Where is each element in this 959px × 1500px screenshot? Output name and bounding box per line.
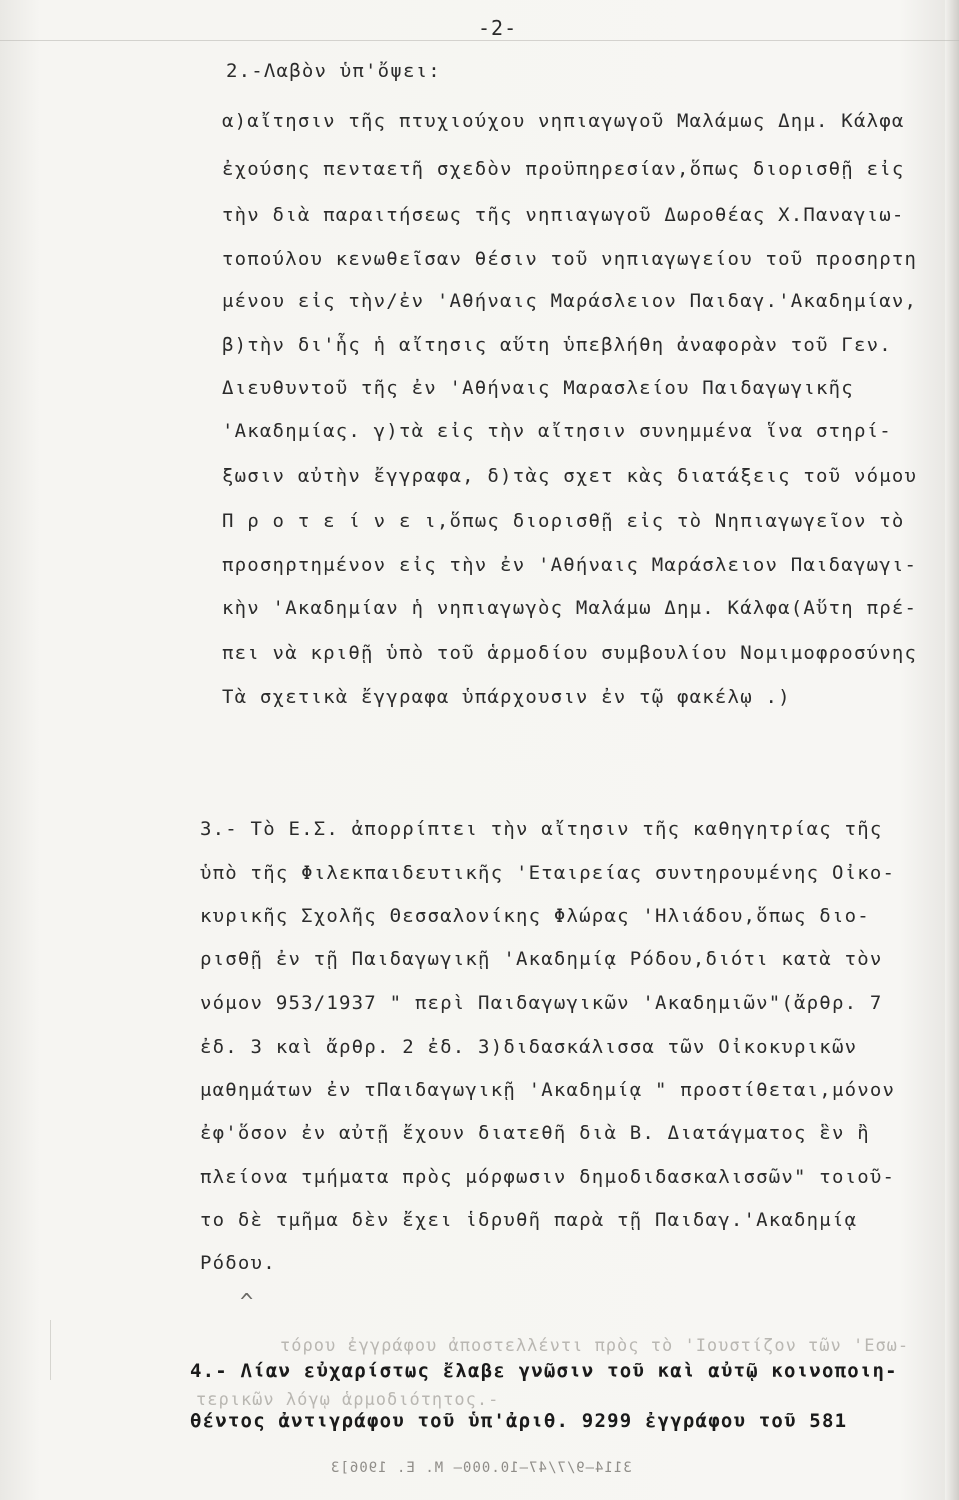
text-line: ἐδ. 3 καὶ ἄρθρ. 2 ἐδ. 3)διδασκάλισσα τῶν Οἰκοκυρικῶν — [200, 1036, 858, 1058]
text-line: Ρόδου. — [200, 1252, 276, 1274]
text-line: ξωσιν αὐτὴν ἔγγραφα, δ)τὰς σχετ κὰς διατάξεις τοῦ νόμου — [222, 465, 918, 487]
text-line: ἐφ'ὅσον ἐν αὐτῇ ἔχουν διατεθῆ διὰ Β. Διατάγματος ἓν ἢ — [200, 1122, 870, 1144]
text-line: μαθημάτων ἐν τΠαιδαγωγικῇ 'Ακαδημίᾳ " προστίθεται,μόνον — [200, 1079, 896, 1101]
text-line: Τὰ σχετικὰ ἔγγραφα ὑπάρχουσιν ἐν τῷ φακέλῳ .) — [222, 686, 791, 708]
text-line: Π ρ ο τ ε ί ν ε ι,ὅπως διορισθῇ εἰς τὸ Νηπιαγωγεῖον τὸ — [222, 510, 905, 532]
text-line: πλείονα τμήματα πρὸς μόρφωσιν δημοδιδασκαλισσῶν" τοιοῦ- — [200, 1166, 896, 1188]
footer-print-stamp: 3114—9/7/47—10.000— Μ. Ε. 1906]3 — [330, 1460, 632, 1476]
text-line: κυρικῆς Σχολῆς Θεσσαλονίκης Φλώρας 'Ηλιάδου,ὅπως διο- — [200, 905, 870, 927]
text-line: προσηρτημένον εἰς τὴν ἐν 'Αθήναις Μαράσλειον Παιδαγωγι- — [222, 554, 918, 576]
bleed-through-text: τόρου ἐγγράφου ἀποστελλέντι πρὸς τὸ 'Ιουστίζον τῶν 'Εσω- — [280, 1336, 910, 1356]
text-line: ὑπὸ τῆς Φιλεκπαιδευτικῆς 'Εταιρείας συντηρουμένης Οἰκο- — [200, 862, 896, 884]
text-line: κὴν 'Ακαδημίαν ἡ νηπιαγωγὸς Μαλάμω Δημ. Κάλφα(Αὕτη πρέ- — [222, 597, 918, 619]
bleed-through-text: τερικῶν λόγῳ ἁρμοδιότητος.- — [196, 1390, 500, 1410]
caret-mark: ^ — [240, 1290, 254, 1315]
text-line: τὴν διὰ παραιτήσεως τῆς νηπιαγωγοῦ Δωροθέας Χ.Παναγιω- — [222, 204, 905, 226]
page-edge-shadow — [945, 0, 959, 1500]
margin-mark — [50, 1320, 59, 1380]
text-line: μένου εἰς τὴν/ἐν 'Αθήναις Μαράσλειον Παιδαγ.'Ακαδημίαν, — [222, 290, 918, 312]
text-line: 2.-Λαβὸν ὑπ'ὄψει: — [226, 60, 441, 82]
text-line: τοπούλου κενωθεῖσαν θέσιν τοῦ νηπιαγωγείου τοῦ προσηρτη — [222, 248, 918, 270]
page-number: -2- — [478, 16, 518, 40]
text-line: 4.- Λίαν εὐχαρίστως ἔλαβε γνῶσιν τοῦ καὶ αὐτῷ κοινοποιη- — [190, 1360, 898, 1382]
text-line: νόμον 953/1937 " περὶ Παιδαγωγικῶν 'Ακαδημιῶν"(ἄρθρ. 7 — [200, 992, 883, 1014]
text-line: 'Ακαδημίας. γ)τὰ εἰς τὴν αἴτησιν συνημμένα ἵνα στηρί- — [222, 420, 892, 442]
text-line: β)τὴν δι'ἧς ἡ αἴτησις αὕτη ὑπεβλήθη ἀναφορὰν τοῦ Γεν. — [222, 334, 892, 356]
text-line: θέντος ἀντιγράφου τοῦ ὑπ'ἀριθ. 9299 ἐγγράφου τοῦ 581 — [190, 1410, 848, 1432]
text-line: πει νὰ κριθῇ ὑπὸ τοῦ ἁρμοδίου συμβουλίου Νομιμοφροσύνης — [222, 642, 918, 664]
text-line: ρισθῇ ἐν τῇ Παιδαγωγικῇ 'Ακαδημίᾳ Ρόδου,διότι κατὰ τὸν — [200, 948, 883, 970]
text-line: 3.- Τὸ Ε.Σ. ἀπορρίπτει τὴν αἴτησιν τῆς καθηγητρίας τῆς — [200, 818, 883, 840]
text-line: Διευθυντοῦ τῆς ἐν 'Αθήναις Μαρασλείου Παιδαγωγικῆς — [222, 377, 854, 399]
header-rule — [0, 40, 959, 41]
text-line: α)αἴτησιν τῆς πτυχιούχου νηπιαγωγοῦ Μαλάμως Δημ. Κάλφα — [222, 110, 905, 132]
text-line: ἐχούσης πενταετῆ σχεδὸν προϋπηρεσίαν,ὅπως διορισθῇ εἰς — [222, 158, 905, 180]
text-line: το δὲ τμῆμα δὲν ἔχει ἱδρυθῆ παρὰ τῇ Παιδαγ.'Ακαδημίᾳ — [200, 1209, 858, 1231]
